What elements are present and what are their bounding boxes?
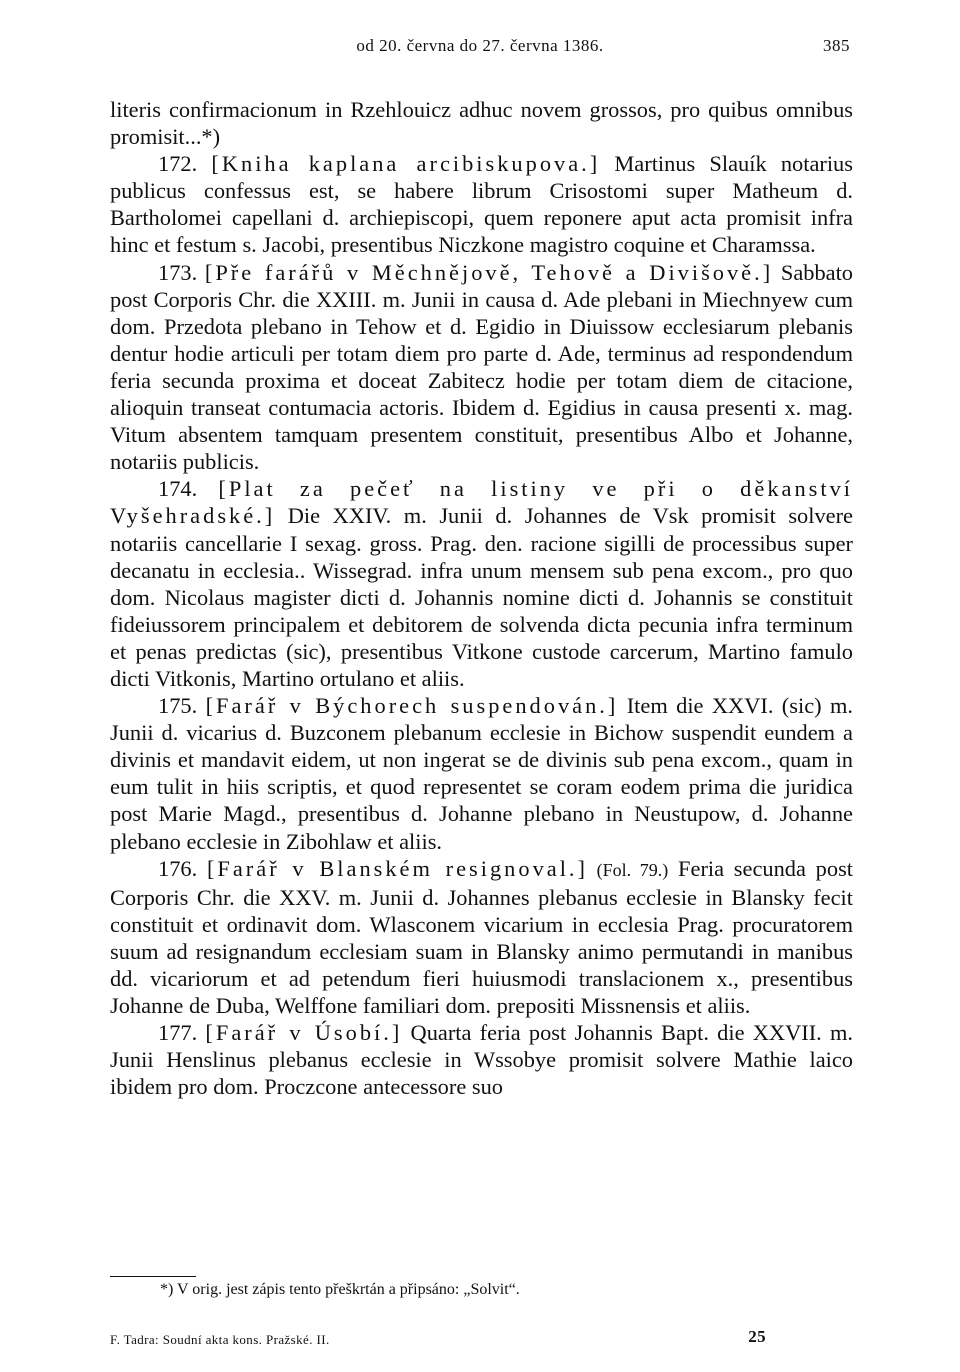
page-number: 385 [823,36,850,55]
entry-177 [110,1019,853,1100]
entry-text: Die XXIV. m. Junii d. Johannes de Vsk promisit solvere notariis cancellarie I sexag. gross. Prag. den. racione sigilli de processibus super decanatu in ecclesia.. Wissegrad. infra unum mensem sub pena excom., pro quo dom. Nicolaus magister dicti d. Johannis nomine dicti d. Johannis se constituit fideiussorem principalem et debitorem de solvenda dicta pecunia infra terminum et penas predictas (sic), presentibus Vitkone custode carcerum, Martino famulo dicti Vitkonis, Martino ortulano et aliis. [110,503,853,691]
footnote-divider [110,1276,196,1277]
signature-mark: 25 [748,1327,766,1346]
entry-heading: [Farář v Blanském resignoval.] [206,855,588,881]
entry-number: 177. [158,1020,198,1046]
entry-number: 173. [158,259,198,285]
entry-176 [110,855,853,1020]
running-head [110,36,850,60]
entry-175 [110,692,853,855]
entry-174 [110,475,853,692]
entry-number: 174. [158,476,198,502]
entry-text: Item die XXVI. (sic) m. Junii d. vicarius d. Buzconem plebanum ecclesie in Bichow suspendit eundem a divinis et mandavit eidem, ut non ingerat se de divinis sub pena excom., quam in eum tulit in hiis scriptis, et quod representet se coram eodem prima die juridica post Marie Magd., presentibus d. Johanne plebano in Neustupow, d. Johanne plebano ecclesie in Zibohlaw et aliis. [110,693,853,854]
entry-heading: [Plat za pečeť na listiny ve při o děkanství Vyšehradské.] [110,476,853,529]
entry-number: 175. [158,693,198,719]
running-head-title: od 20. června do 27. června 1386. [356,36,604,55]
entry-172 [110,150,853,258]
entry-heading: [Kniha kaplana arcibiskupova.] [211,151,601,177]
entry-heading: [Pře farářů v Měchnějově, Tehově a Divišově.] [204,259,774,285]
printer-signature [110,1327,850,1352]
signature-source: F. Tadra: Soudní akta kons. Pražské. II. [110,1332,330,1347]
entry-number: 172. [158,151,198,177]
entry-text: Quarta feria post Johannis Bapt. die XXVII. m. Junii Henslinus plebanus ecclesie in Wssobye promisit solvere Mathie laico ibidem pro dom. Proczcone antecessore suo [110,1020,853,1100]
entry-text: Martinus Slauík notarius publicus confessus est, se habere librum Crisostomi super Matheum d. Bartholomei capellani d. archiepiscopi, quem reponere aput acta promisit infra hinc et festum s. Jacobi, presentibus Niczkone magistro coquine et Charamssa. [110,151,853,258]
entry-text: Feria secunda post Corporis Chr. die XXV. m. Junii d. Johannes plebanus ecclesie in Blansky fecit constituit et ordinavit dom. Wlasconem vicarium in ecclesia Prag. procuratorem suum ad resignandum ecclesiam suam in Blansky animo permutandi in manibus dd. vicariorum et ad petendum fieri huiusmodi translacionem x., presentibus Johanne de Duba, Welffone familiari dom. prepositi Missnensis et aliis. [110,855,853,1019]
entry-number: 176. [158,855,198,881]
entry-text: Sabbato post Corporis Chr. die XXIII. m. Junii in causa d. Ade plebani in Miechnyew cum dom. Przedota plebano in Tehow et d. Egidio in Diuissow ecclesiarum plebanis dentur hodie articuli per totam diem pro parte d. Ade, terminus ad respondendum feria secunda proxima et doceat Zabitecz hodie per totam diem de citacione, alioquin transeat contumacia actoris. Ibidem d. Egidius in causa presenti x. mag. Vitum absentem tamquam presentem constituit, presentibus Albo et Johanne, notariis publicis. [110,259,854,475]
intro-paragraph: literis confirmacionum in Rzehlouicz adhuc novem grossos, pro quibus omnibus promisit...*) [110,97,853,150]
entry-heading: [Farář v Býchorech suspendován.] [205,693,619,719]
entry-173 [110,259,853,476]
footnote: *) V orig. jest zápis tento přeškrtán a připsáno: „Solvit“. [160,1281,520,1298]
folio-reference: (Fol. 79.) [587,859,669,880]
body-text [110,96,853,1100]
entry-heading: [Farář v Úsobí.] [205,1020,403,1046]
